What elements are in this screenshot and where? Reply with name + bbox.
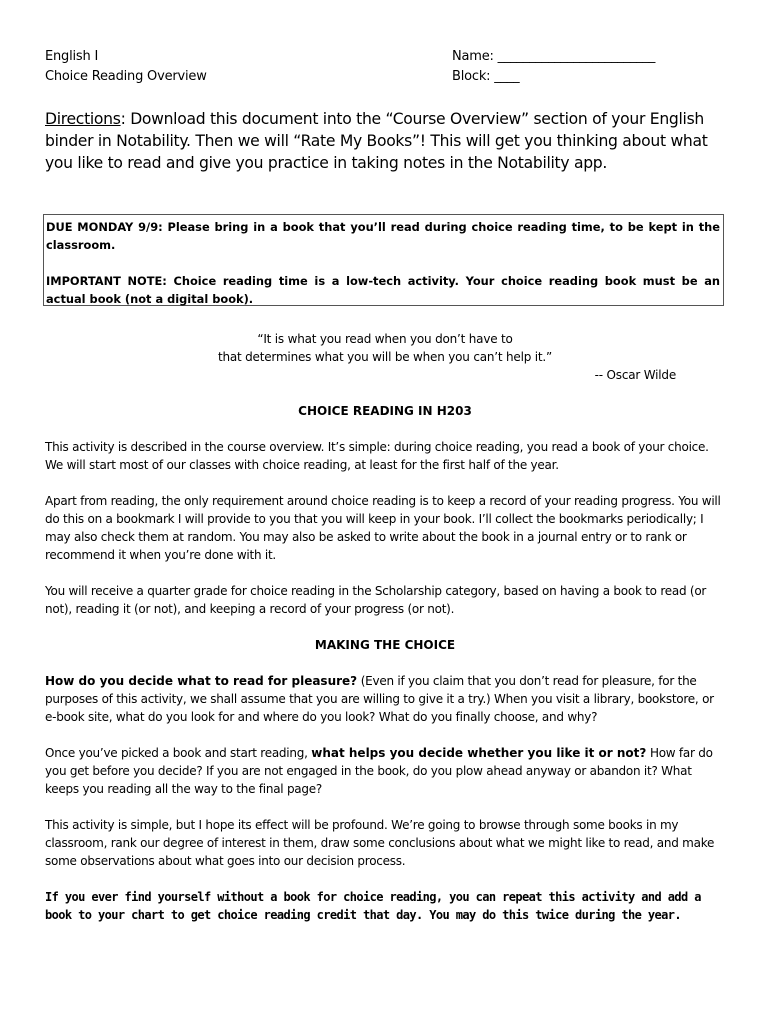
paragraph-overview: This activity is described in the course overview. It’s simple: during choice reading, you read a book of your choice. We will start most of our classes with choice reading, at least for the first half of the year. <box>45 440 709 472</box>
name-label: Name: <box>452 49 494 64</box>
due-notice: DUE MONDAY 9/9: Please bring in a book that you’ll read during choice reading time, to be kept in the classroom. <box>46 220 720 252</box>
block-blank: ____ <box>494 69 520 84</box>
quote-author: -- Oscar Wilde <box>594 368 676 382</box>
paragraph-like-it <box>45 744 725 798</box>
block-label: Block: <box>452 69 491 84</box>
course-name: English I <box>45 49 99 64</box>
directions <box>45 108 735 174</box>
decide-text: (Even if you claim that you don’t read for pleasure, for the purposes of this activity, we shall assume that you are willing to give it a try.) When you visit a library, bookstore, or e-book site, what do you look for and where do you look? What do you finally choose, and why? <box>45 674 714 724</box>
notice-box <box>43 214 724 306</box>
name-field[interactable] <box>452 47 655 67</box>
name-blank: _________________________ <box>497 49 656 64</box>
paragraph-grade: You will receive a quarter grade for choice reading in the Scholarship category, based on having a book to read (or not), reading it (or not), and keeping a record of your progress (or not). <box>45 584 707 616</box>
like-question: what helps you decide whether you like it or not? <box>311 746 647 760</box>
section-heading-choice-reading: CHOICE READING IN H203 <box>298 404 472 418</box>
paragraph-requirement: Apart from reading, the only requirement around choice reading is to keep a record of your reading progress. You will do this on a bookmark I will provide to you that you will keep in your book. I’ll collect the bookmarks periodically; I may also check them at random. You may also be asked to write about the book in a journal entry or to rank or recommend it when you’re done with it. <box>45 494 721 562</box>
block-field[interactable] <box>452 67 655 87</box>
header-left <box>45 47 207 87</box>
quote-line-1: “It is what you read when you don’t have to <box>257 332 513 346</box>
paragraph-repeat: If you ever find yourself without a book for choice reading, you can repeat this activity and add a book to your chart to get choice reading credit that day. You may do this twice during the year. <box>45 890 701 922</box>
important-notice: IMPORTANT NOTE: Choice reading time is a low-tech activity. Your choice reading book must be an actual book (not a digital book). <box>46 274 720 306</box>
section-heading-making-choice: MAKING THE CHOICE <box>314 638 456 652</box>
paragraph-activity: This activity is simple, but I hope its effect will be profound. We’re going to browse through some books in my classroom, rank our degree of interest in them, draw some conclusions about what we might like to read, and make some observations about what goes into our decision process. <box>45 818 715 868</box>
quote-line-2: that determines what you will be when you can’t help it.” <box>217 350 553 364</box>
directions-label: Directions <box>45 110 121 128</box>
directions-text: : Download this document into the “Course Overview” section of your English binder in Notability. Then we will “Rate My Books”! This will get you thinking about what you like to read and give you practice in taking notes in the Notability app. <box>45 110 708 172</box>
like-text: How far do you get before you decide? If you are not engaged in the book, do you plow ahead anyway or abandon it? What keeps you reading all the way to the final page? <box>45 746 713 796</box>
decide-question: How do you decide what to read for pleasure? <box>45 674 358 688</box>
like-intro: Once you’ve picked a book and start reading, <box>45 746 312 760</box>
header-right <box>452 47 655 87</box>
document-title: Choice Reading Overview <box>45 69 207 84</box>
paragraph-decide <box>45 672 725 726</box>
